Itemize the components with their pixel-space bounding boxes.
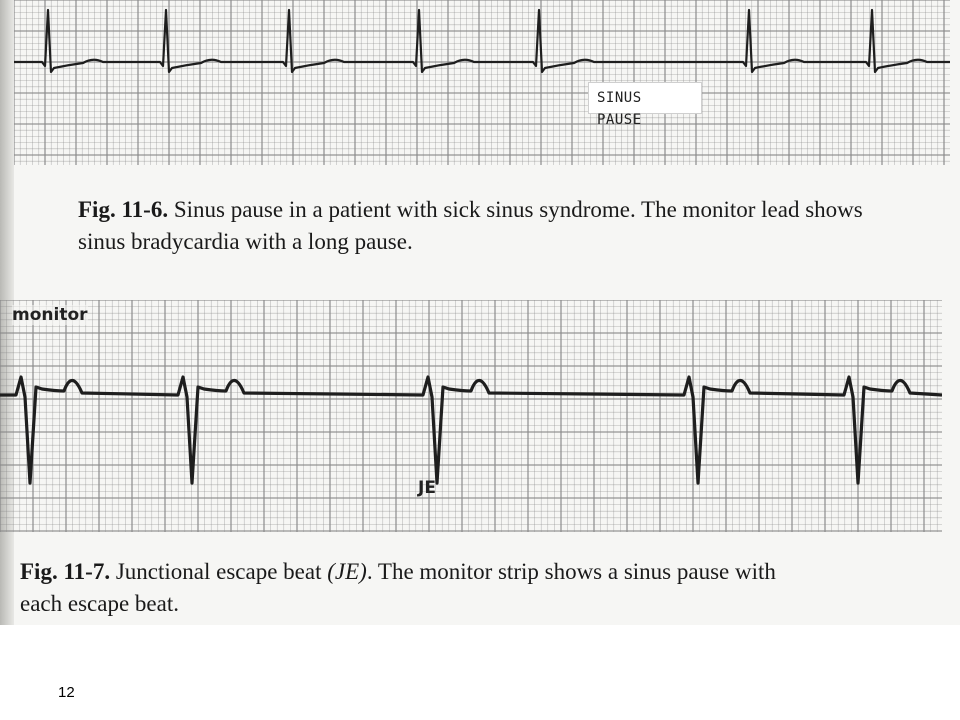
ecg-grid-fig-11-7: [0, 300, 942, 532]
fig-11-7-caption-text-2: each escape beat.: [20, 591, 179, 616]
ecg-strip-fig-11-7-graphic: [0, 300, 942, 532]
page-number: 12: [58, 684, 75, 701]
ecg-grid-fig-11-6: [14, 0, 950, 165]
fig-11-7-caption-abbr: (JE): [327, 559, 367, 584]
fig-11-6-number: Fig. 11-6.: [78, 197, 169, 222]
caption-fig-11-7-line-1: [20, 556, 940, 588]
ecg-strip-fig-11-6-graphic: [14, 0, 950, 165]
fig-11-6-caption-text-2: sinus bradycardia with a long pause.: [78, 229, 413, 254]
ecg-strip-fig-11-6: [14, 0, 950, 165]
ecg-strip-fig-11-7: [0, 300, 942, 532]
fig-11-7-caption-text-1a: Junctional escape beat: [115, 559, 328, 584]
fig-11-7-caption-text-1b: . The monitor strip shows a sinus pause with: [366, 559, 776, 584]
fig-11-7-number: Fig. 11-7.: [20, 559, 111, 584]
caption-fig-11-6: [78, 194, 938, 258]
caption-fig-11-7: [20, 556, 940, 620]
je-beat-label: JE: [418, 478, 436, 498]
sinus-pause-label: SINUS PAUSE: [588, 82, 702, 114]
ecg-trace-fig-11-7: [0, 377, 942, 483]
caption-fig-11-6-line-1: [78, 194, 938, 226]
ecg-trace-fig-11-6: [14, 10, 950, 72]
fig-11-6-caption-text-1: Sinus pause in a patient with sick sinus syndrome. The monitor lead shows: [173, 197, 863, 222]
monitor-lead-label: monitor: [12, 305, 88, 325]
